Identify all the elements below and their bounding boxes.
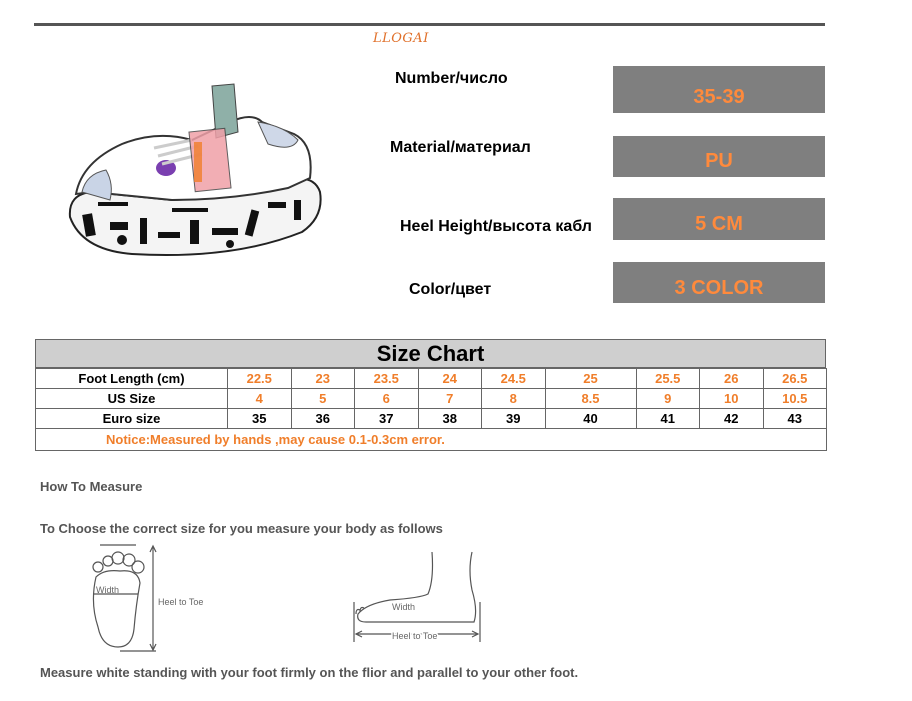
size-chart-table xyxy=(35,368,827,451)
table-cell: 25 xyxy=(545,369,636,389)
table-cell: 10 xyxy=(700,389,764,409)
table-cell: 39 xyxy=(482,409,546,429)
table-cell: 24.5 xyxy=(482,369,546,389)
table-cell: 38 xyxy=(418,409,482,429)
spec-label-material: Material/материал xyxy=(390,139,531,156)
table-cell: 23.5 xyxy=(355,369,419,389)
table-cell: 25.5 xyxy=(636,369,700,389)
table-row xyxy=(36,409,827,429)
table-cell: 9 xyxy=(636,389,700,409)
top-length-label: Heel to Toe xyxy=(158,597,204,607)
table-row xyxy=(36,369,827,389)
row-header: Foot Length (cm) xyxy=(36,369,228,389)
table-cell: 42 xyxy=(700,409,764,429)
top-width-label: Width xyxy=(96,585,120,595)
spec-label-number: Number/число xyxy=(395,70,508,87)
top-divider xyxy=(34,23,825,26)
measure-footer-text: Measure white standing with your foot firmly on the flior and parallel to your other foot. xyxy=(40,665,579,680)
table-cell: 23 xyxy=(291,369,355,389)
table-cell: 8.5 xyxy=(545,389,636,409)
table-cell: 22.5 xyxy=(228,369,292,389)
row-header: US Size xyxy=(36,389,228,409)
side-width-label: Width xyxy=(392,602,416,612)
table-row xyxy=(36,389,827,409)
table-cell: 8 xyxy=(482,389,546,409)
spec-label-heel-height: Heel Height/высота кабл xyxy=(400,218,592,235)
spec-value-number: 35-39 xyxy=(613,66,825,113)
table-row xyxy=(36,429,827,451)
table-cell: 4 xyxy=(228,389,292,409)
spec-label-color: Color/цвет xyxy=(409,281,492,298)
brand-logo-text: LLOGAI xyxy=(373,31,429,46)
table-cell: 35 xyxy=(228,409,292,429)
table-cell: 7 xyxy=(418,389,482,409)
measurement-notice: Notice:Measured by hands ,may cause 0.1-0.3cm error. xyxy=(36,429,827,451)
table-cell: 40 xyxy=(545,409,636,429)
foot-side-view-diagram xyxy=(350,550,490,645)
spec-value-material: PU xyxy=(613,136,825,177)
foot-top-view-diagram xyxy=(80,543,230,655)
table-cell: 26.5 xyxy=(763,369,827,389)
table-cell: 24 xyxy=(418,369,482,389)
table-cell: 43 xyxy=(763,409,827,429)
table-cell: 37 xyxy=(355,409,419,429)
table-cell: 6 xyxy=(355,389,419,409)
sneaker-product-image xyxy=(62,82,324,272)
row-header: Euro size xyxy=(36,409,228,429)
measure-intro-text: To Choose the correct size for you measure your body as follows xyxy=(40,521,443,536)
table-cell: 10.5 xyxy=(763,389,827,409)
table-cell: 36 xyxy=(291,409,355,429)
how-to-measure-heading: How To Measure xyxy=(40,479,143,494)
side-length-label: Heel to Toe xyxy=(392,631,438,641)
table-cell: 41 xyxy=(636,409,700,429)
table-cell: 26 xyxy=(700,369,764,389)
table-cell: 5 xyxy=(291,389,355,409)
spec-value-heel-height: 5 CM xyxy=(613,198,825,240)
spec-value-color: 3 COLOR xyxy=(613,262,825,303)
size-chart-title: Size Chart xyxy=(35,339,826,368)
